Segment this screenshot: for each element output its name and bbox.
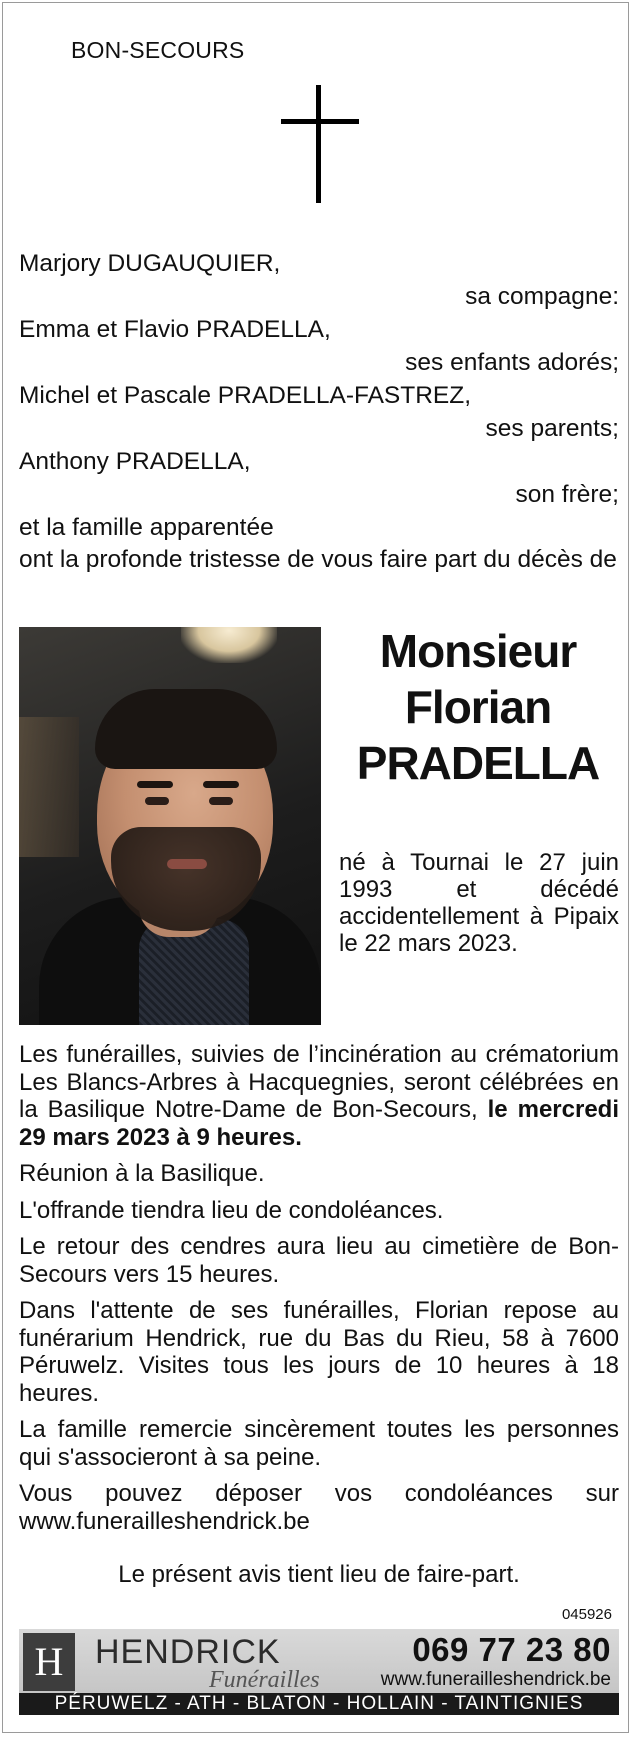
funeral-date: le mercredi 29 mars 2023 à 9 heures. xyxy=(19,1096,619,1151)
family-member-relation: ses parents; xyxy=(485,415,619,442)
location-heading: BON-SECOURS xyxy=(71,37,245,63)
cross-icon xyxy=(281,85,359,203)
funeral-home-subtitle: Funérailles xyxy=(209,1667,320,1693)
birth-death-info: né à Tournai le 27 juin 1993 et décédé accidentellement à Pipaix le 22 mars 2023. xyxy=(339,849,619,957)
funeral-home-website[interactable]: www.funerailleshendrick.be xyxy=(380,1669,611,1690)
deceased-title: Monsieur xyxy=(379,625,577,677)
funeral-home-locations: PÉRUWELZ - ATH - BLATON - HOLLAIN - TAINTIGNIES xyxy=(19,1693,619,1715)
funeral-home-banner xyxy=(19,1629,619,1715)
reference-number: 045926 xyxy=(561,1606,612,1623)
family-member-name: Marjory DUGAUQUIER, xyxy=(19,250,281,277)
family-member-name: Michel et Pascale PRADELLA-FASTREZ, xyxy=(19,382,472,409)
reunion-paragraph: Réunion à la Basilique. xyxy=(19,1160,265,1187)
closing-note: Le présent avis tient lieu de faire-part. xyxy=(118,1561,520,1588)
family-member-relation: ses enfants adorés; xyxy=(405,349,619,376)
funeral-home-phone: 069 77 23 80 xyxy=(412,1631,611,1668)
family-list xyxy=(19,247,619,544)
family-member-name: Anthony PRADELLA, xyxy=(19,448,251,475)
portrait-photo xyxy=(19,627,321,1025)
family-member-relation: son frère; xyxy=(515,481,619,508)
condolences-paragraph: Vous pouvez déposer vos condoléances sur www.funerailleshendrick.be xyxy=(19,1480,619,1535)
announcement-intro: ont la profonde tristesse de vous faire part du décès de xyxy=(19,546,617,573)
funeral-paragraph xyxy=(19,1041,619,1151)
family-member-name: Emma et Flavio PRADELLA, xyxy=(19,316,331,343)
family-extra: et la famille apparentée xyxy=(19,514,274,541)
offering-paragraph: L'offrande tiendra lieu de condoléances. xyxy=(19,1196,444,1224)
funeral-text: Les funérailles, suivies de l’incinération au crématorium Les Blancs-Arbres à Hacquegnies, seront célébrées en la Basilique Notre-Dame de Bon-Secours, xyxy=(19,1041,619,1123)
family-member-relation: sa compagne: xyxy=(465,283,619,310)
ashes-paragraph: Le retour des cendres aura lieu au cimetière de Bon-Secours vers 15 heures. xyxy=(19,1233,619,1288)
deceased-first-name: Florian xyxy=(404,681,552,733)
funeral-details xyxy=(19,1041,619,1544)
thanks-paragraph: La famille remercie sincèrement toutes les personnes qui s'associeront à sa peine. xyxy=(19,1416,619,1471)
funeral-home-name: HENDRICK xyxy=(95,1633,281,1671)
rest-paragraph: Dans l'attente de ses funérailles, Florian repose au funérarium Hendrick, rue du Bas du Rieu, 58 à 7600 Péruwelz. Visites tous les jours de 10 heures à 18 heures. xyxy=(19,1297,619,1407)
deceased-last-name: PRADELLA xyxy=(356,737,600,789)
funeral-home-logo-icon: H xyxy=(23,1633,75,1691)
obituary-notice xyxy=(2,2,629,1733)
deceased-name xyxy=(333,623,623,791)
